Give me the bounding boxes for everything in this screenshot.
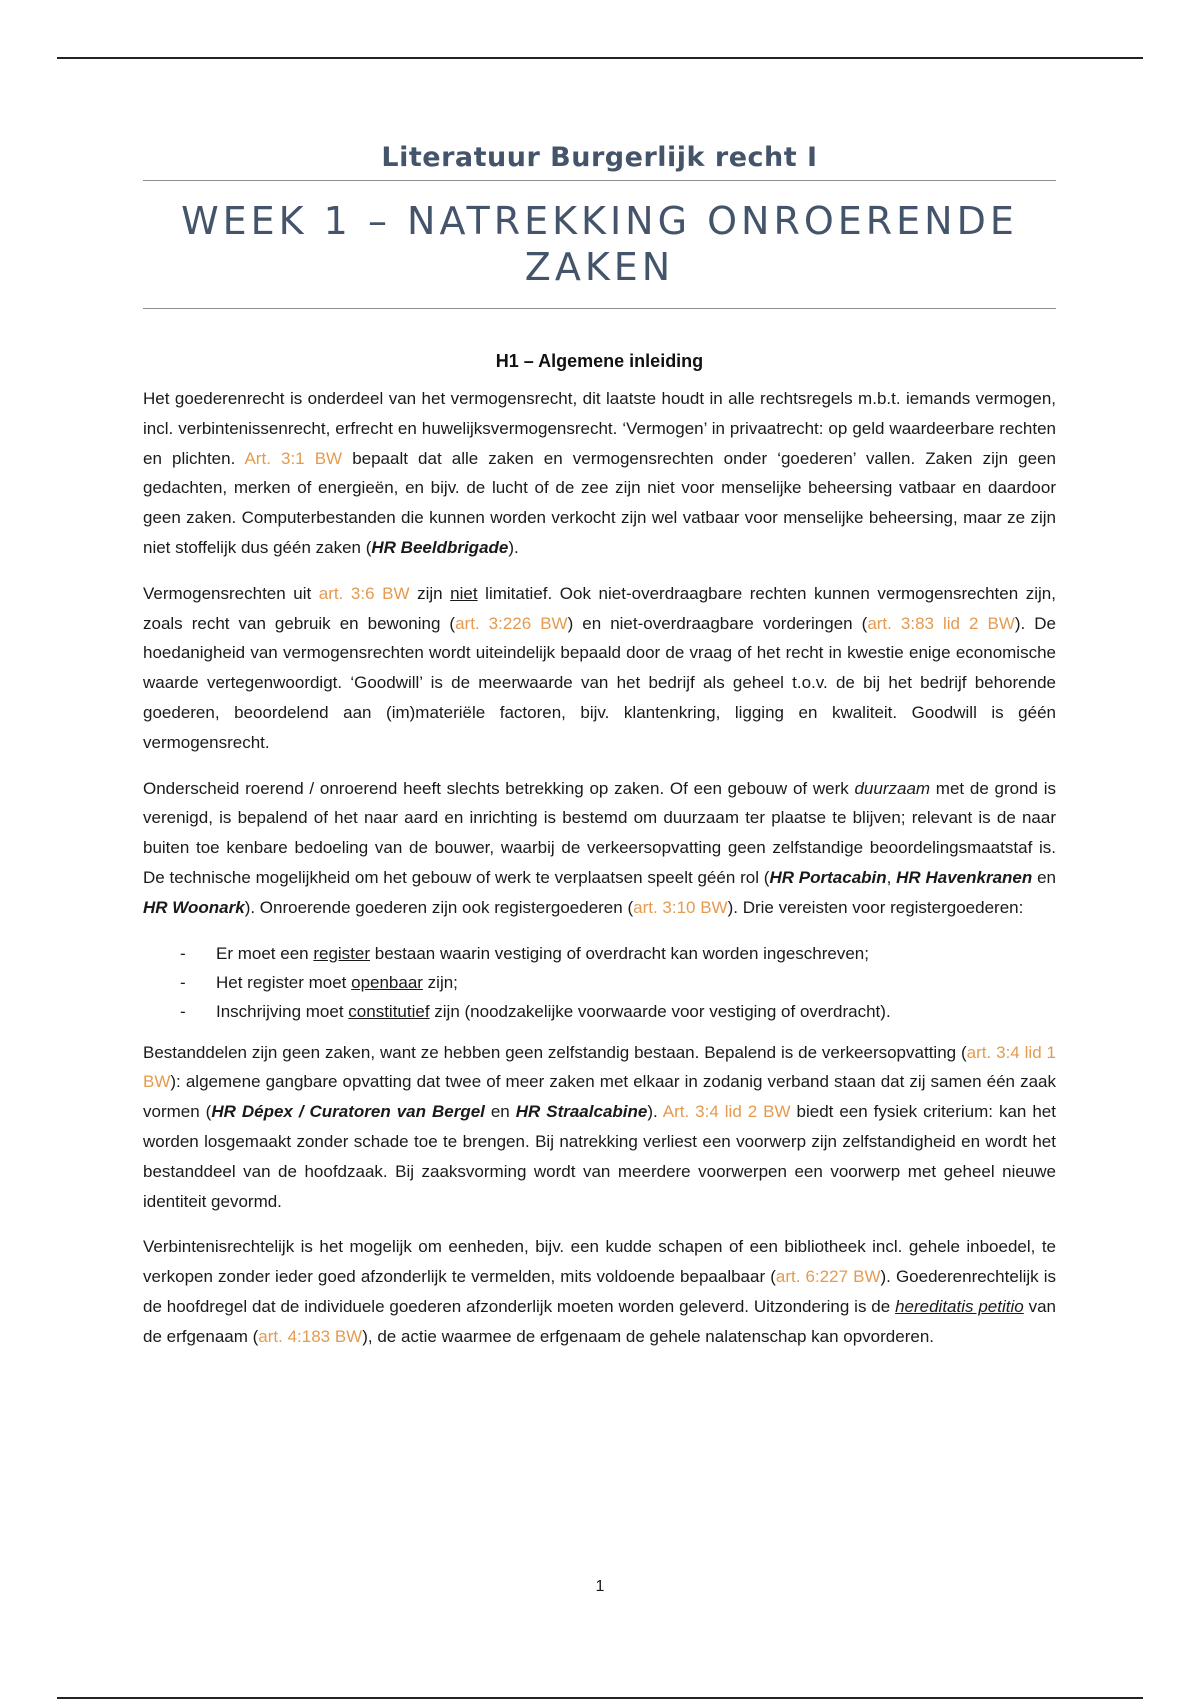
- paragraph-4: Bestanddelen zijn geen zaken, want ze hebben geen zelfstandig bestaan. Bepalend is de verkeersopvatting (art. 3:4 lid 1 BW): algemene gangbare opvatting dat twee of meer zaken met elkaar in zodanig verband staan dat zij samen één zaak vormen (HR Dépex / Curatoren van Bergel en HR Straalcabine). Art. 3:4 lid 2 BW biedt een fysiek criterium: kan het worden losgemaakt zonder schade toe te brengen. Bij natrekking verliest een voorwerp zijn zelfstandigheid en wordt het bestanddeel van de hoofdzaak. Bij zaaksvorming wordt van meerdere voorwerpen een voorwerp met geheel nieuwe identiteit gevormd.: [143, 1042, 1056, 1211]
- law-reference: art. 3:6 BW: [318, 583, 410, 603]
- underlined-term: constitutief: [348, 1001, 430, 1021]
- paragraph-5: Verbintenisrechtelijk is het mogelijk om eenheden, bijv. een kudde schapen of een bibliotheek incl. gehele inboedel, te verkopen zonder ieder goed afzonderlijk te vermelden, mits voldoende bepaalbaar (art. 6:227 BW). Goederenrechtelijk is de hoofdregel dat de individuele goederen afzonderlijk moeten worden geleverd. Uitzondering is de hereditatis petitio van de erfgenaam (art. 4:183 BW), de actie waarmee de erfgenaam de gehele nalatenschap kan opvorderen.: [143, 1237, 1056, 1346]
- list-dash: -: [180, 1001, 186, 1021]
- list-item: - Er moet een register bestaan waarin vestiging of overdracht kan worden ingeschreven;: [143, 939, 1056, 968]
- title-divider-top: [143, 180, 1056, 181]
- case-name: HR Straalcabine: [515, 1102, 648, 1122]
- paragraph-3: Onderscheid roerend / onroerend heeft slechts betrekking op zaken. Of een gebouw of werk duurzaam met de grond is verenigd, is bepalend of het naar aard en inrichting is bestemd om duurzaam ter plaatse te blijven; relevant is de naar buiten toe kenbare bedoeling van de bouwer, waarbij de verkeersopvatting geen zelfstandige beoordelingsmaatstaf is. De technische mogelijkheid om het gebouw of werk te verplaatsen speelt géén rol (HR Portacabin, HR Havenkranen en HR Woonark). Onroerende goederen zijn ook registergoederen (art. 3:10 BW). Drie vereisten voor registergoederen:: [143, 778, 1056, 917]
- case-name: HR Beeldbrigade: [371, 537, 509, 557]
- page-number: 1: [595, 1578, 605, 1595]
- underlined-term: register: [313, 943, 371, 963]
- underlined-term: niet: [450, 583, 478, 603]
- law-reference: art. 3:83 lid 2 BW: [867, 613, 1015, 633]
- law-reference: art. 3:10 BW: [633, 897, 728, 917]
- requirements-list: [143, 939, 1056, 1026]
- list-item: - Het register moet openbaar zijn;: [143, 968, 1056, 997]
- paragraph-2: Vermogensrechten uit art. 3:6 BW zijn niet limitatief. Ook niet-overdraagbare rechten kunnen vermogensrechten zijn, zoals recht van gebruik en bewoning (art. 3:226 BW) en niet-overdraagbare vorderingen (art. 3:83 lid 2 BW). De hoedanigheid van vermogensrechten wordt uiteindelijk bepaald door de vraag of het recht in kwestie enige economische waarde vertegenwoordigt. ‘Goodwill’ is de meerwaarde van het bedrijf als geheel t.o.v. de bij het bedrijf behorende goederen, beoordelend aan (im)materiële factoren, bijv. klantenkring, ligging en kwaliteit. Goodwill is géén vermogensrecht.: [143, 583, 1056, 752]
- list-item: - Inschrijving moet constitutief zijn (noodzakelijke voorwaarde voor vestiging of overdracht).: [143, 997, 1056, 1026]
- footer-rule: [57, 1697, 1143, 1699]
- case-name: HR Woonark: [143, 897, 245, 917]
- italic-term: duurzaam: [854, 778, 931, 798]
- week-title: WEEK 1 – NATREKKING ONROERENDE ZAKEN: [181, 199, 1018, 289]
- law-reference: art. 6:227 BW: [775, 1267, 881, 1287]
- paragraph-1: Het goederenrecht is onderdeel van het vermogensrecht, dit laatste houdt in alle rechtsregels m.b.t. iemands vermogen, incl. verbintenissenrecht, erfrecht en huwelijksvermogensrecht. ‘Vermogen’ in privaatrecht: op geld waardeerbare rechten en plichten. Art. 3:1 BW bepaalt dat alle zaken en vermogensrechten onder ‘goederen’ vallen. Zaken zijn geen gedachten, merken of energieën, en bijv. de lucht of de zee zijn niet voor menselijke beheersing vatbaar en daardoor geen zaken. Computerbestanden die kunnen worden verkocht zijn wel vatbaar voor menselijke beheersing, maar ze zijn niet stoffelijk dus géén zaken (HR Beeldbrigade).: [143, 389, 1056, 557]
- law-reference: art. 3:226 BW: [455, 613, 568, 633]
- section-heading: H1 – Algemene inleiding: [495, 351, 704, 371]
- underlined-term: openbaar: [351, 972, 423, 992]
- case-name: HR Dépex / Curatoren van Bergel: [211, 1102, 485, 1122]
- document-title: Literatuur Burgerlijk recht I: [381, 142, 818, 173]
- title-divider-bottom: [143, 308, 1056, 309]
- page-content: [143, 136, 1056, 1368]
- case-name: HR Havenkranen: [896, 867, 1033, 887]
- law-reference: Art. 3:4 lid 2 BW: [662, 1102, 791, 1122]
- list-dash: -: [180, 972, 186, 992]
- law-reference: art. 4:183 BW: [258, 1326, 363, 1346]
- case-name: HR Portacabin: [769, 867, 887, 887]
- law-reference: art. 3:4 lid 1 BW: [143, 1042, 1056, 1092]
- list-dash: -: [180, 943, 186, 963]
- header-rule: [57, 57, 1143, 59]
- latin-term: hereditatis petitio: [895, 1296, 1024, 1316]
- law-reference: Art. 3:1 BW: [244, 448, 343, 468]
